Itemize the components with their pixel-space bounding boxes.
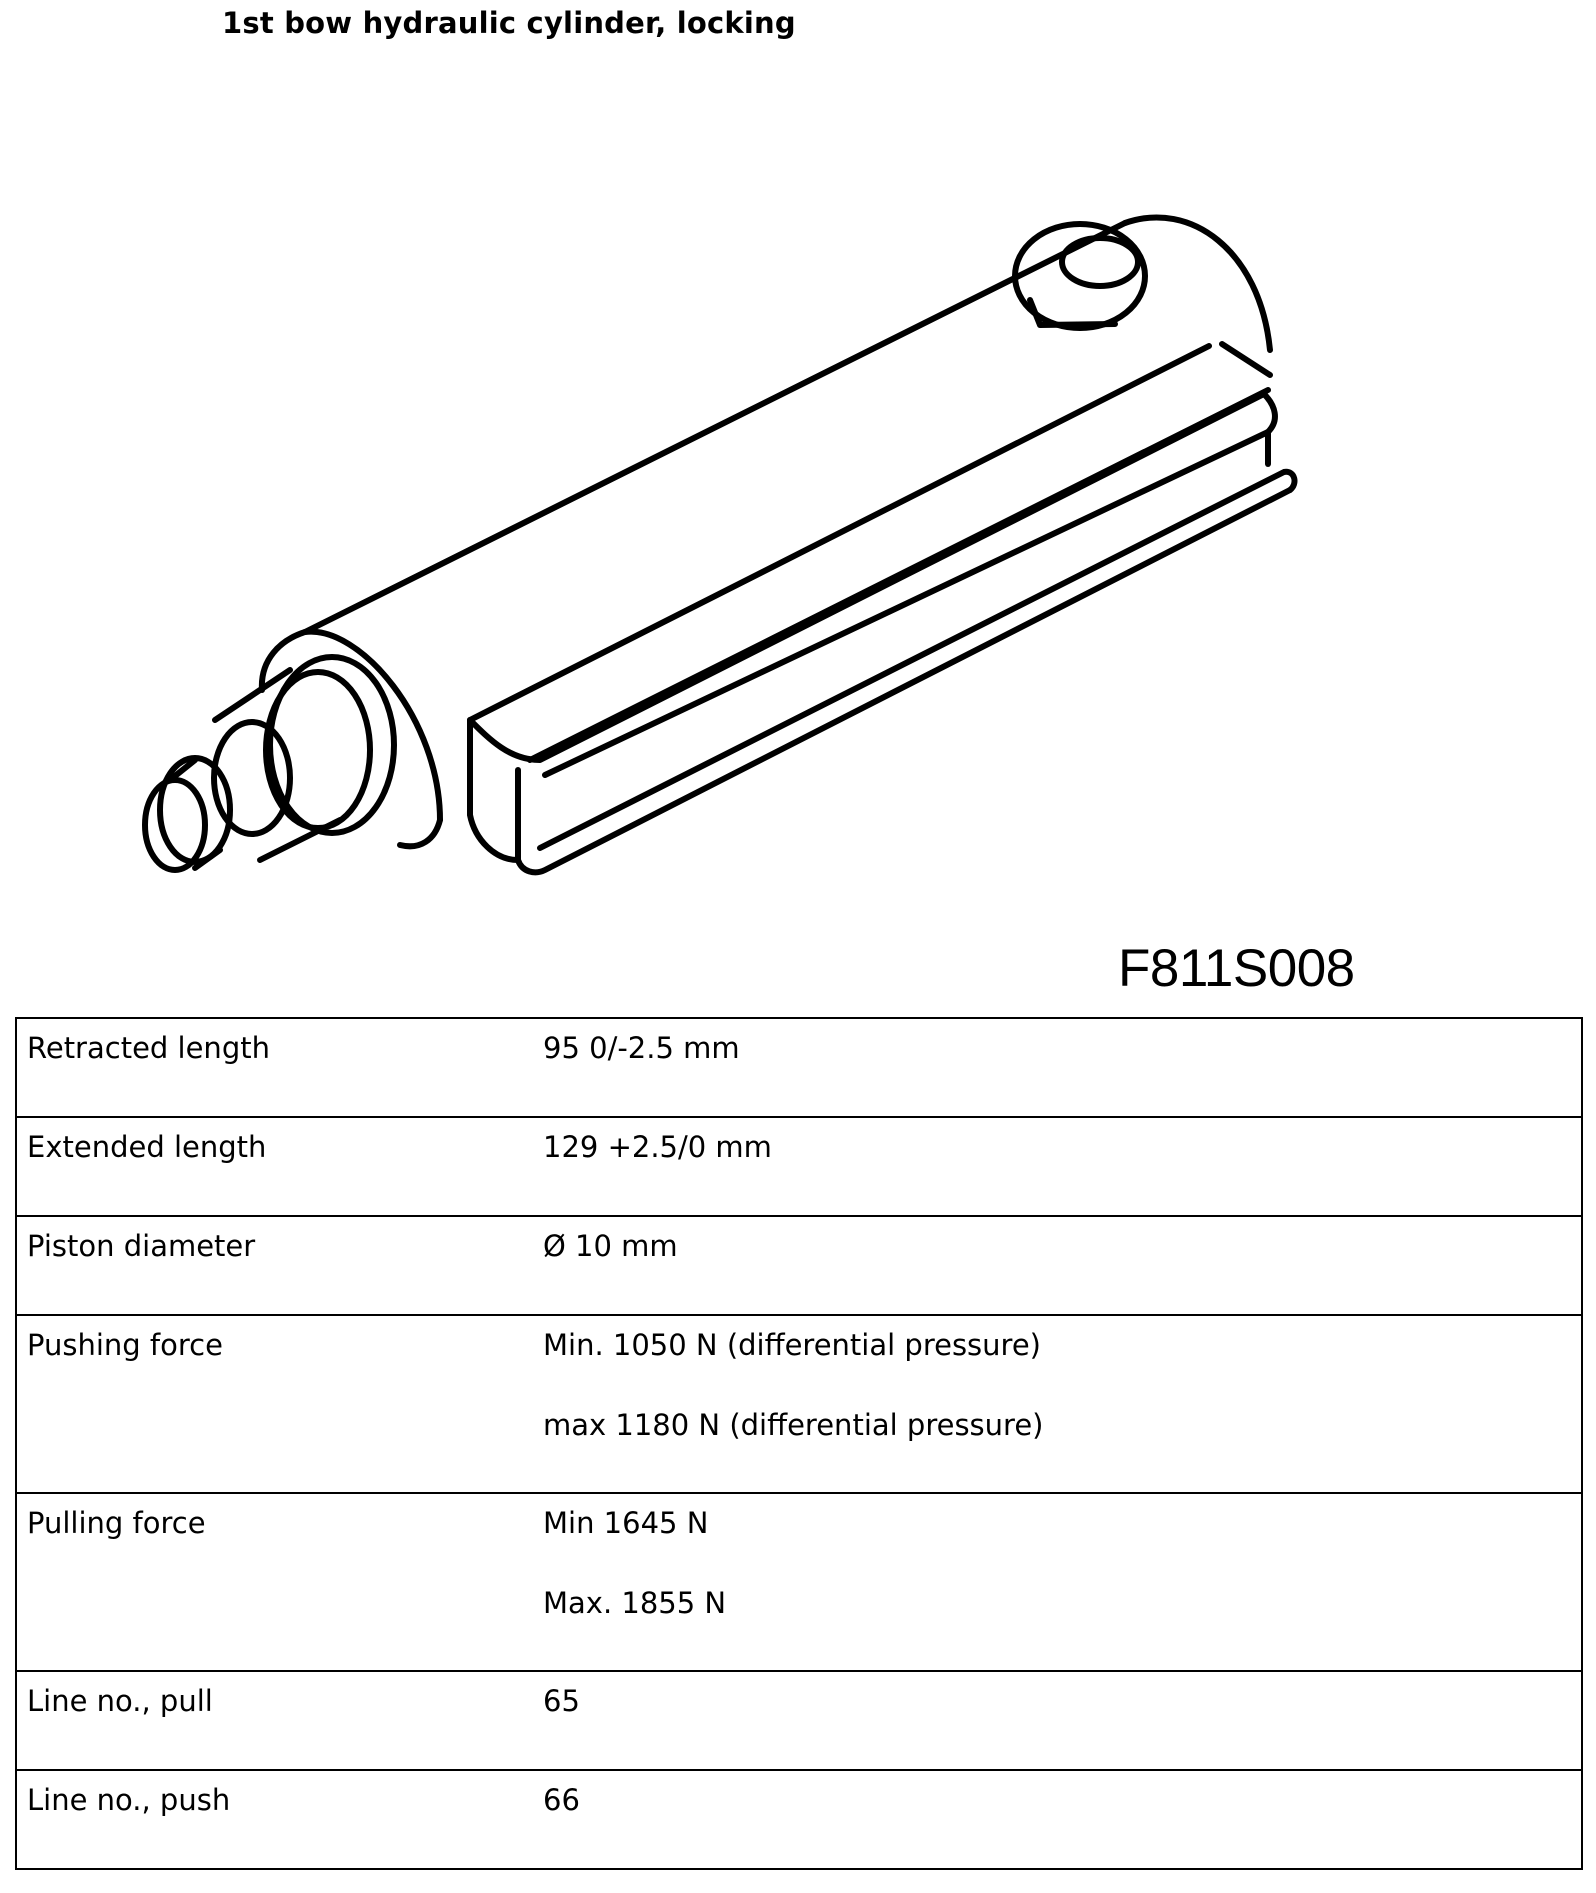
table-row	[16, 1493, 1582, 1671]
table-row	[16, 1018, 1582, 1117]
spec-value: 129 +2.5/0 mm	[543, 1117, 1582, 1216]
spec-value: Min 1645 N Max. 1855 N	[543, 1493, 1582, 1671]
page-title: 1st bow hydraulic cylinder, locking	[222, 6, 796, 40]
specifications-table	[15, 1017, 1583, 1870]
spec-value: 95 0/-2.5 mm	[543, 1018, 1582, 1117]
table-row	[16, 1671, 1582, 1770]
figure-code: F811S008	[1118, 939, 1355, 998]
spec-label: Retracted length	[16, 1018, 543, 1117]
table-row	[16, 1216, 1582, 1315]
hydraulic-cylinder-illustration	[140, 200, 1320, 900]
spec-label: Pulling force	[16, 1493, 543, 1671]
spec-label: Piston diameter	[16, 1216, 543, 1315]
spec-value: 66	[543, 1770, 1582, 1869]
table-row	[16, 1117, 1582, 1216]
spec-label: Pushing force	[16, 1315, 543, 1493]
spec-label: Extended length	[16, 1117, 543, 1216]
table-row	[16, 1315, 1582, 1493]
spec-label: Line no., pull	[16, 1671, 543, 1770]
spec-value: 65	[543, 1671, 1582, 1770]
spec-label: Line no., push	[16, 1770, 543, 1869]
spec-value: Min. 1050 N (differential pressure) max 1180 N (differential pressure)	[543, 1315, 1582, 1493]
table-row	[16, 1770, 1582, 1869]
spec-value: Ø 10 mm	[543, 1216, 1582, 1315]
